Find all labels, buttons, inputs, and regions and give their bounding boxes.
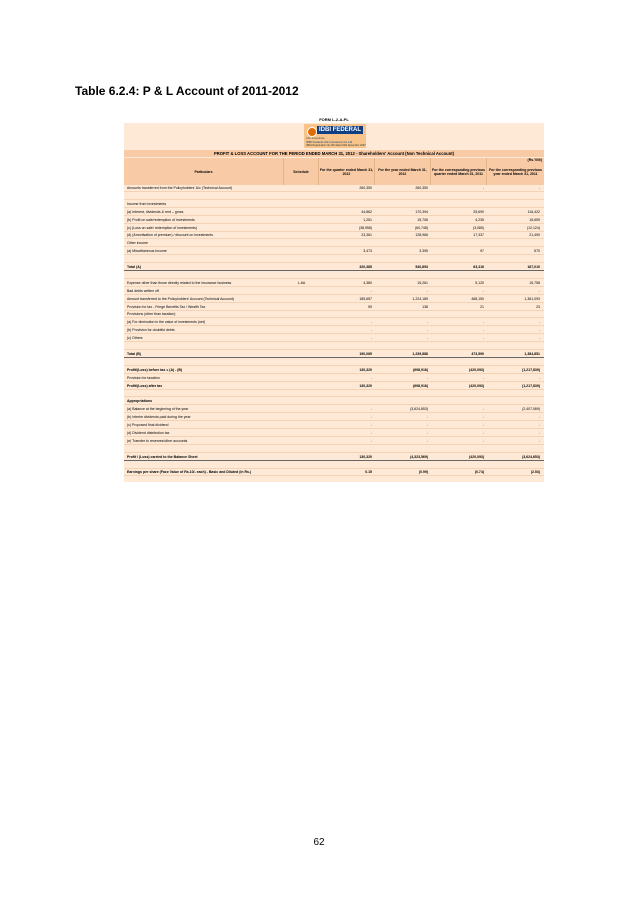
table-row — [124, 367, 544, 374]
table-row — [124, 406, 544, 413]
row-value-c1: - — [370, 336, 372, 341]
row-value-c3: - — [482, 415, 484, 420]
row-label: (d) (Amortisation of premium) / discount on investments — [127, 233, 213, 238]
row-value-c3: - — [482, 328, 484, 333]
row-value-c3: - — [482, 438, 484, 443]
row-label: Profit/(Loss) before tax = (A) - (B) — [127, 367, 183, 372]
row-value-c3: - — [482, 288, 484, 293]
row-label: Income from investments — [127, 201, 167, 206]
table-row — [124, 280, 544, 287]
logo-name: IDBI FEDERAL — [319, 127, 361, 133]
row-value-c1: - — [370, 407, 372, 412]
table-row — [124, 462, 544, 469]
row-value-c2: 170,394 — [415, 209, 428, 214]
row-value-c3: - — [482, 407, 484, 412]
row-value-c4: - — [538, 430, 540, 435]
row-value-c3: (420,093) — [469, 367, 484, 372]
row-value-c4: (2,407,069) — [522, 407, 540, 412]
row-label: Amount transferred to the Policyholders' Account (Technical Account) — [127, 296, 234, 301]
row-label: (c) Proposed final dividend — [127, 423, 169, 427]
row-value-c2: - — [426, 288, 428, 293]
row-value-c2: (4,323,569) — [410, 454, 428, 459]
row-schedule: L-6A — [297, 280, 306, 285]
row-value-c1: - — [370, 415, 372, 420]
row-value-c2: - — [426, 430, 428, 435]
logo-company: IDBI Federal Life Insurance Co Ltd — [306, 140, 353, 144]
table-row — [124, 240, 544, 247]
table-row — [124, 414, 544, 421]
row-label: Appropriations — [127, 399, 153, 404]
row-value-c4: - — [538, 328, 540, 333]
row-value-c3: 468,150 — [471, 296, 484, 301]
table-row — [124, 272, 544, 279]
table-row — [124, 375, 544, 382]
table-row — [124, 359, 544, 366]
table-row — [124, 383, 544, 390]
row-value-c1: 23,361 — [361, 233, 372, 238]
row-label: Provisions (other than taxation) — [127, 312, 176, 317]
row-value-c3: - — [482, 186, 484, 190]
row-value-c1: 59 — [368, 304, 372, 309]
row-label: Provision for tax - Fringe Benefits Tax / Wealth Tax — [127, 304, 206, 309]
table-row — [124, 311, 544, 318]
row-label: (b) Interim dividends paid during the year — [127, 415, 191, 420]
row-value-c1: 130,320 — [359, 454, 372, 459]
header-year-2012: For the year ended March 31, 2012 — [375, 158, 431, 185]
row-value-c1: - — [370, 328, 372, 333]
row-value-c3: 25,690 — [473, 209, 484, 214]
row-value-c3: (420,093) — [469, 454, 484, 459]
row-value-c4: 1,361,093 — [524, 296, 540, 301]
row-value-c2: 15,706 — [417, 217, 428, 222]
table-row — [124, 422, 544, 429]
row-value-c1: 190,065 — [359, 351, 372, 356]
row-value-c4: 21,490 — [529, 233, 540, 238]
row-label: Provision for taxation — [127, 375, 160, 380]
row-value-c3: - — [482, 375, 484, 380]
row-value-c2: (698,916) — [413, 367, 428, 372]
row-label: (a) Balance at the beginning of the year — [127, 407, 189, 412]
row-label: Total (B) — [127, 351, 141, 356]
table-row — [124, 438, 544, 445]
row-value-c2: 128,966 — [415, 233, 428, 238]
row-value-c2: (60,748) — [414, 225, 428, 230]
row-label: Total (A) — [127, 265, 141, 269]
row-value-c2: 260,350 — [415, 186, 428, 190]
row-value-c3: 4,235 — [475, 217, 484, 222]
row-value-c3: 17,337 — [473, 233, 484, 238]
row-value-c3: 21 — [480, 304, 484, 309]
row-value-c3: 97 — [480, 249, 484, 254]
table-row — [124, 256, 544, 263]
row-value-c3: (420,093) — [469, 383, 484, 388]
row-value-c4: 167,010 — [527, 265, 540, 269]
row-value-c1: 320,385 — [359, 265, 372, 269]
row-value-c2: 1,239,888 — [412, 351, 428, 356]
header-quarter-2012: For the quarter ended March 31, 2012 — [319, 158, 375, 185]
row-label: (d) Dividend distribution tax — [127, 430, 170, 435]
row-value-c2: (0.99) — [418, 470, 428, 475]
row-value-c4: - — [538, 415, 540, 420]
table-row — [124, 319, 544, 326]
row-value-c4: 15,758 — [529, 280, 540, 285]
row-value-c2: - — [426, 328, 428, 333]
row-value-c4: 570 — [534, 249, 540, 254]
row-value-c4: 1,384,851 — [524, 351, 540, 356]
row-label: Profit/(Loss) after tax — [127, 383, 163, 388]
row-value-c4: - — [538, 423, 540, 427]
row-label: (a) Miscellaneous income — [127, 249, 167, 254]
row-value-c4: - — [538, 375, 540, 380]
row-label: (b) Profit on sale/redemption of investments — [127, 217, 195, 222]
company-logo — [304, 124, 366, 148]
row-value-c4: 23 — [536, 304, 540, 309]
row-label: (c) (Loss on sale/ redemption of investments) — [127, 225, 198, 230]
row-label: (b) Provision for doubtful debts — [127, 328, 175, 333]
table-row — [124, 335, 544, 342]
row-value-c3: 5,120 — [475, 280, 484, 285]
row-label: (e) Transfer to reserves/other accounts — [127, 438, 188, 443]
row-value-c2: - — [426, 423, 428, 427]
units-label: (Rs.'000) — [527, 158, 542, 162]
row-value-c2: 3,395 — [419, 249, 428, 254]
table-row — [124, 288, 544, 295]
table-row — [124, 398, 544, 405]
row-value-c1: - — [370, 288, 372, 293]
table-row — [124, 454, 544, 461]
table-row — [124, 185, 544, 192]
table-row — [124, 193, 544, 200]
row-value-c1: 1,251 — [363, 217, 372, 222]
row-value-c2: 1,224,189 — [412, 296, 428, 301]
row-value-c3: - — [482, 430, 484, 435]
page-number: 62 — [313, 837, 325, 848]
row-value-c1: - — [370, 438, 372, 443]
row-label: (c) Others — [127, 336, 143, 341]
row-value-c3: (0.74) — [474, 470, 484, 475]
row-label: (a) For diminution in the value of investments (net) — [127, 320, 206, 325]
table-row — [124, 351, 544, 358]
header-particulars: Particulars — [124, 158, 284, 185]
header-year-2011: For the corresponding previous year ended March 31, 2011 — [487, 158, 544, 185]
header-quarter-2011: For the corresponding previous quarter ended March 31, 2011 — [431, 158, 487, 185]
row-value-c4: (1,217,839) — [522, 383, 540, 388]
row-label: Profit / (Loss) carried to the Balance Sheet — [127, 454, 198, 459]
row-value-c3: (3,085) — [472, 225, 484, 230]
logo-tagline: Life Insurance — [306, 136, 325, 140]
row-value-c4: - — [538, 336, 540, 341]
table-row — [124, 343, 544, 350]
row-label: Other income — [127, 241, 149, 246]
row-label: Expense other than those directly related to the insurance business — [127, 280, 232, 285]
row-value-c4: (12,124) — [526, 225, 540, 230]
row-value-c2: 138 — [422, 304, 428, 309]
row-value-c1: 0.15 — [365, 470, 372, 475]
table-row — [124, 232, 544, 239]
table-row — [124, 390, 544, 397]
row-value-c4: 16,659 — [529, 217, 540, 222]
row-value-c1: 185,657 — [359, 296, 372, 301]
table-row — [124, 217, 544, 224]
row-value-c2: - — [426, 320, 428, 325]
statement-title: PROFIT & LOSS ACCOUNT FOR THE PERIOD ENDED MARCH 31, 2012 - Shareholders' Account (Non Technical Account) — [124, 150, 544, 157]
row-value-c1: 3,473 — [363, 249, 372, 254]
row-label: (a) Interest, dividends & rent – gross — [127, 209, 184, 214]
table-caption: Table 6.2.4: P & L Account of 2011-2012 — [75, 84, 299, 98]
row-value-c4: (1,217,839) — [522, 367, 540, 372]
table-row — [124, 430, 544, 437]
row-value-c1: - — [370, 320, 372, 325]
table-row — [124, 201, 544, 208]
table-row — [124, 264, 544, 271]
table-row — [124, 296, 544, 303]
row-value-c1: - — [370, 430, 372, 435]
header-schedule: Schedule — [284, 158, 319, 185]
row-value-c2: - — [426, 438, 428, 443]
row-value-c4: - — [538, 438, 540, 443]
row-label: Bad debts written off — [127, 288, 159, 293]
row-value-c2: (698,916) — [413, 383, 428, 388]
row-value-c4: - — [538, 320, 540, 325]
row-value-c4: (2.53) — [530, 470, 540, 475]
row-value-c1: 260,350 — [359, 186, 372, 190]
table-row — [124, 327, 544, 334]
row-value-c4: 116,422 — [527, 209, 540, 214]
row-value-c2: 15,261 — [417, 280, 428, 285]
row-value-c1: 130,320 — [359, 367, 372, 372]
row-value-c2: - — [426, 336, 428, 341]
table-row — [124, 446, 544, 453]
form-id: FORM L-2-A-PL — [319, 117, 349, 122]
row-value-c4: (3,624,653) — [522, 454, 540, 459]
row-value-c3: 473,590 — [471, 351, 484, 356]
row-value-c1: - — [370, 423, 372, 427]
logo-registration: IRDA Registration No.135 dated 19th December 2007 — [306, 144, 366, 147]
table-row — [124, 225, 544, 232]
row-label: Earnings per share (Face Value of Rs.10/- each) - Basic and Diluted (in Rs.) — [127, 470, 252, 475]
row-value-c1: (38,958) — [358, 225, 372, 230]
row-label: Amounts transferred from the Policyholders' A/c (Technical Account) — [127, 186, 233, 190]
row-value-c1: - — [370, 375, 372, 380]
table-row — [124, 248, 544, 255]
row-value-c4: - — [538, 186, 540, 190]
row-value-c3: 63,316 — [473, 265, 484, 269]
pl-statement-sheet — [124, 123, 544, 482]
row-value-c1: 130,320 — [359, 383, 372, 388]
table-row — [124, 469, 544, 476]
row-value-c3: - — [482, 320, 484, 325]
row-value-c1: 44,862 — [361, 209, 372, 214]
row-value-c2: - — [426, 415, 428, 420]
row-value-c3: - — [482, 423, 484, 427]
row-value-c1: 4,380 — [363, 280, 372, 285]
table-row — [124, 304, 544, 311]
row-value-c4: - — [538, 288, 540, 293]
row-value-c2: - — [426, 375, 428, 380]
table-row — [124, 209, 544, 216]
row-value-c3: - — [482, 336, 484, 341]
row-value-c2: 540,893 — [415, 265, 428, 269]
row-value-c2: (3,624,653) — [410, 407, 428, 412]
